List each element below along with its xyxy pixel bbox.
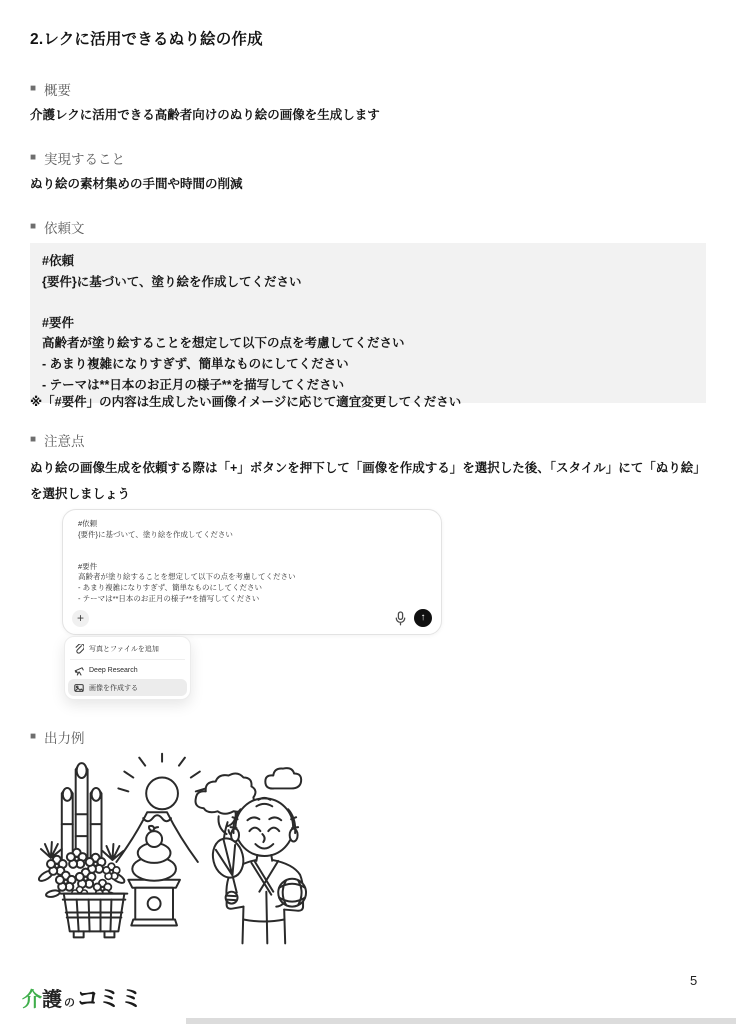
logo-go: 護	[42, 989, 62, 1011]
composer-input-text[interactable]	[63, 510, 441, 605]
page-edge-strip	[186, 1018, 736, 1024]
section-heading-goal	[30, 148, 125, 168]
rising-sun	[118, 754, 205, 810]
section-heading-prompt	[30, 217, 85, 237]
arrow-up-icon: ↑	[420, 612, 426, 623]
kadomatsu	[37, 763, 127, 937]
composer-line: #依頼	[78, 519, 98, 528]
prompt-line	[42, 292, 694, 313]
section-marker-icon: ■	[30, 434, 37, 445]
menu-item-label: 写真とファイルを追加	[89, 645, 159, 653]
cloud	[265, 768, 301, 788]
section-heading-label: 注意点	[44, 434, 85, 449]
overview-body: 介護レクに活用できる高齢者向けのぬり絵の画像を生成します	[30, 108, 380, 122]
page-title: 2.レクに活用できるぬり絵の作成	[30, 31, 263, 48]
composer-line: #要件	[78, 561, 98, 571]
kaigo-no-comimi-logo	[22, 987, 142, 1010]
section-heading-caution	[30, 430, 85, 450]
section-heading-label: 実現すること	[44, 152, 126, 167]
chat-composer-screenshot	[62, 509, 442, 635]
composer-line: - あまり複雑になりすぎず、簡単なものにしてください	[78, 583, 262, 593]
send-button[interactable]	[414, 609, 432, 627]
composer-line: 高齢者が塗り絵することを想定して以下の点を考慮してください	[78, 572, 296, 582]
image-icon	[74, 683, 84, 693]
composer-line: - テーマは**日本のお正月の様子**を描写してください	[78, 593, 260, 603]
page-number: 5	[690, 973, 698, 988]
section-heading-label: 出力例	[44, 731, 85, 746]
composer-line: {要件}に基づいて、塗り絵を作成してください	[78, 529, 233, 539]
mic-icon[interactable]	[395, 611, 406, 626]
composer-line	[78, 551, 427, 562]
plus-menu	[64, 636, 191, 700]
paperclip-icon	[74, 644, 84, 654]
elderly-man	[209, 798, 306, 943]
logo-comimi: コミミ	[76, 985, 142, 1011]
section-heading-overview	[30, 79, 71, 99]
plus-button[interactable]: +	[72, 610, 89, 627]
menu-separator	[70, 659, 185, 660]
caution-body: ぬり絵の画像生成を依頼する際は「+」ボタンを押下して「画像を作成する」を選択した後、「スタイル」にて「ぬり絵」を選択しましょう	[30, 461, 706, 501]
composer-line	[78, 540, 427, 551]
prompt-line: #依頼	[42, 254, 74, 268]
prompt-note: ※「#要件」の内容は生成したい画像イメージに応じて適宜変更してください	[30, 395, 462, 409]
prompt-line: - テーマは**日本のお正月の様子**を描写してください	[42, 377, 345, 392]
section-marker-icon: ■	[30, 221, 37, 232]
logo-kai: 介	[22, 989, 42, 1011]
prompt-text-block	[30, 243, 706, 403]
menu-item-add-photos-files[interactable]	[68, 640, 187, 657]
section-marker-icon: ■	[30, 731, 37, 742]
prompt-line: 高齢者が塗り絵することを想定して以下の点を考慮してください	[42, 336, 405, 351]
coloring-page-illustration	[33, 752, 311, 946]
logo-no: の	[64, 997, 75, 1009]
composer-toolbar	[72, 609, 432, 627]
goal-body: ぬり絵の素材集めの手間や時間の削減	[30, 177, 243, 191]
prompt-line: {要件}に基づいて、塗り絵を作成してください	[42, 274, 302, 289]
section-marker-icon: ■	[30, 152, 37, 163]
prompt-line: #要件	[42, 315, 74, 330]
section-marker-icon: ■	[30, 83, 37, 94]
section-heading-label: 依頼文	[44, 221, 85, 236]
menu-item-deep-research[interactable]	[68, 662, 187, 679]
prompt-line: - あまり複雑になりすぎず、簡単なものにしてください	[42, 356, 349, 371]
menu-item-label: 画像を作成する	[89, 684, 138, 692]
menu-item-create-image[interactable]	[68, 679, 187, 696]
section-heading-label: 概要	[44, 83, 72, 98]
telescope-icon	[74, 666, 84, 676]
section-heading-output	[30, 727, 85, 747]
menu-item-label: Deep Research	[89, 667, 138, 674]
